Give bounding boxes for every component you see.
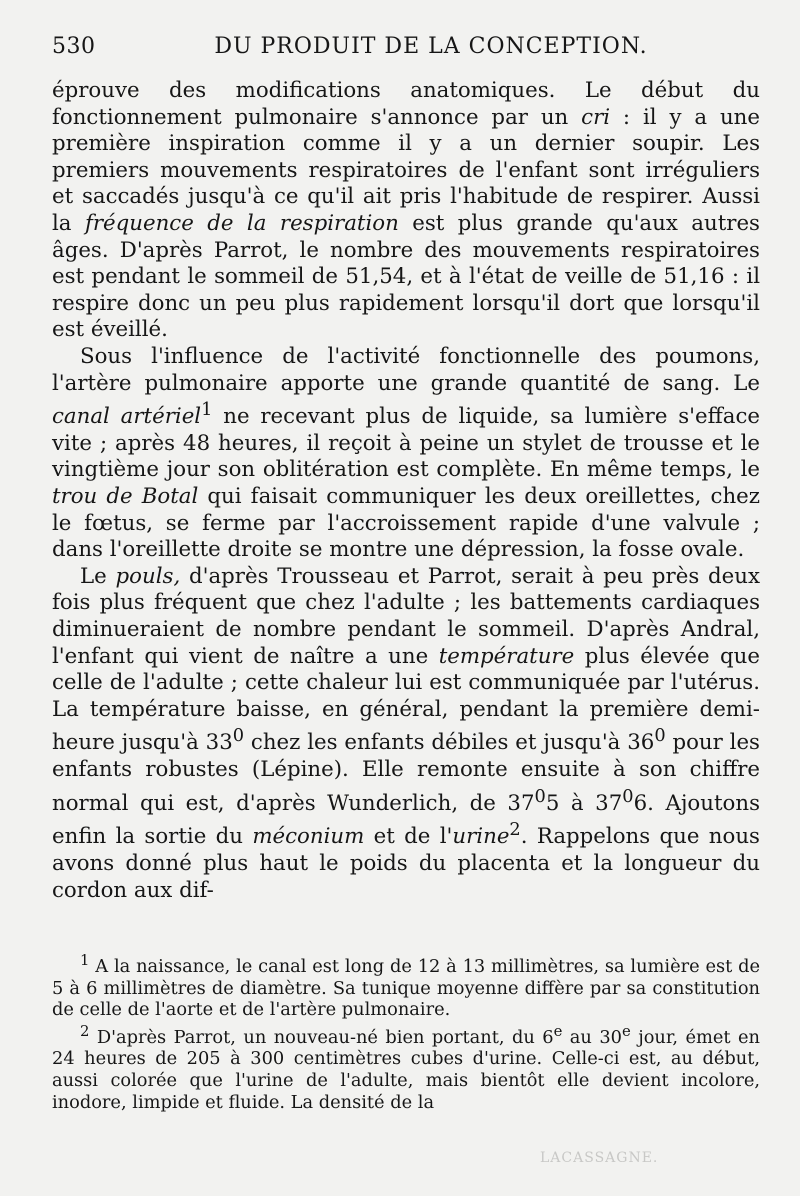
footnote-text: A la naissance, le canal est long de 12 à 13 millimètres, sa lumière est de 5 à 6 millimètres de diamètre. Sa tunique moyenne diffère par sa constitution de celle de l'aorte et de l'artère pulmonaire. bbox=[52, 956, 760, 1021]
italic-term: trou de Botal bbox=[52, 484, 199, 509]
text-run: Le bbox=[80, 563, 116, 589]
footnote-mark: 2 bbox=[80, 1022, 90, 1040]
footnote-separator-space bbox=[52, 904, 760, 950]
footnote-text: jour, émet en 24 heures de 205 à 300 centimètres cubes d'urine. Celle-ci est, au début, aussi colorée que l'urine de l'adulte, mais bientôt elle devient incolore, inodore, limpide et fluide. La densité de la bbox=[52, 1026, 761, 1113]
degree-mark: 0 bbox=[534, 786, 546, 807]
text-run: est plus grande qu'aux autres âges. D'après Parrot, le nombre des mouvements respiratoires est pendant le sommeil de 51,54, et à l'état de veille de 51,16 : il respire donc un peu plus rapidement lorsqu'il dort que lorsqu'il est éveillé. bbox=[52, 210, 760, 343]
text-run: Sous l'influence de l'activité fonctionnelle des poumons, l'artère pulmonaire apporte une grande quantité de sang. Le bbox=[52, 343, 760, 396]
degree-mark: 0 bbox=[232, 726, 245, 747]
running-head bbox=[52, 34, 760, 78]
italic-term: méconium bbox=[252, 824, 365, 850]
italic-term: température bbox=[438, 643, 575, 669]
footnote-mark: 1 bbox=[80, 952, 90, 970]
paragraph-pulse-temperature bbox=[52, 564, 760, 904]
text-run: plus élevée que celle de l'adulte ; cette chaleur lui est communiquée par l'utérus. La température baisse, en général, pendant la première demi-heure jusqu'à 33 bbox=[52, 643, 760, 756]
main-text bbox=[52, 78, 760, 904]
text-run: d'après Trousseau et Parrot, serait à peu près deux fois plus fréquent que chez l'adulte ; les battements cardiaques diminueraient de nombre pendant le sommeil. D'après Andral, l'enfant qui vient de naître a une bbox=[52, 563, 760, 669]
page-number: 530 bbox=[52, 34, 96, 59]
paragraph-circulation bbox=[52, 344, 760, 564]
ordinal-mark: e bbox=[553, 1022, 563, 1040]
degree-mark: 0 bbox=[622, 786, 634, 807]
footnote-text: au 30 bbox=[562, 1026, 622, 1048]
text-run: : il y a une première inspiration comme il y a un dernier soupir. Les premiers mouvements respiratoires de l'enfant sont irréguliers et saccadés jusqu'à ce qu'il ait pris l'habitude de respirer. Aussi la bbox=[52, 104, 760, 236]
footnote-text: D'après Parrot, un nouveau-né bien portant, du 6 bbox=[89, 1026, 554, 1048]
italic-term: pouls, bbox=[115, 563, 181, 589]
italic-term: urine bbox=[452, 824, 510, 850]
italic-term: cri bbox=[581, 104, 611, 130]
paragraph-respiration bbox=[52, 78, 760, 344]
text-run: pour les enfants robustes (Lépine). Elle remonte ensuite à son chiffre normal qui est, d'après Wunderlich, de 37 bbox=[52, 730, 760, 816]
text-run: 5 à 37 bbox=[545, 790, 623, 816]
italic-term: canal artériel bbox=[52, 404, 202, 430]
footnote-ref: 2 bbox=[509, 820, 521, 841]
footnote-1 bbox=[52, 950, 760, 1021]
footnote-2 bbox=[52, 1021, 760, 1113]
footnote-ref: 1 bbox=[201, 400, 213, 421]
bleed-through-text: LACASSAGNE. bbox=[540, 1150, 659, 1166]
running-title: DU PRODUIT DE LA CONCEPTION. bbox=[214, 34, 648, 59]
footnotes bbox=[52, 950, 760, 1113]
ordinal-mark: e bbox=[621, 1022, 631, 1040]
text-run: . Rappelons que nous avons donné plus haut le poids du placenta et la longueur du cordon aux dif- bbox=[52, 824, 760, 903]
text-run: et de l' bbox=[364, 824, 453, 850]
degree-mark: 0 bbox=[654, 726, 666, 747]
text-run: qui faisait communiquer les deux oreillettes, chez le fœtus, se ferme par l'accroissement rapide d'une valvule ; dans l'oreillette droite se montre une dépression, la fosse ovale. bbox=[52, 484, 761, 563]
text-run: ne recevant plus de liquide, sa lumière s'efface vite ; après 48 heures, il reçoit à peine un stylet de trousse et le vingtième jour son oblitération est complète. En même temps, le bbox=[52, 404, 760, 483]
text-run: chez les enfants débiles et jusqu'à 36 bbox=[244, 730, 655, 756]
italic-term: fréquence de la respiration bbox=[84, 210, 399, 236]
text-run: 6. Ajoutons enfin la sortie du bbox=[52, 790, 760, 850]
text-run: éprouve des modifications anatomiques. Le début du fonctionnement pulmonaire s'annonce par un bbox=[52, 78, 760, 130]
